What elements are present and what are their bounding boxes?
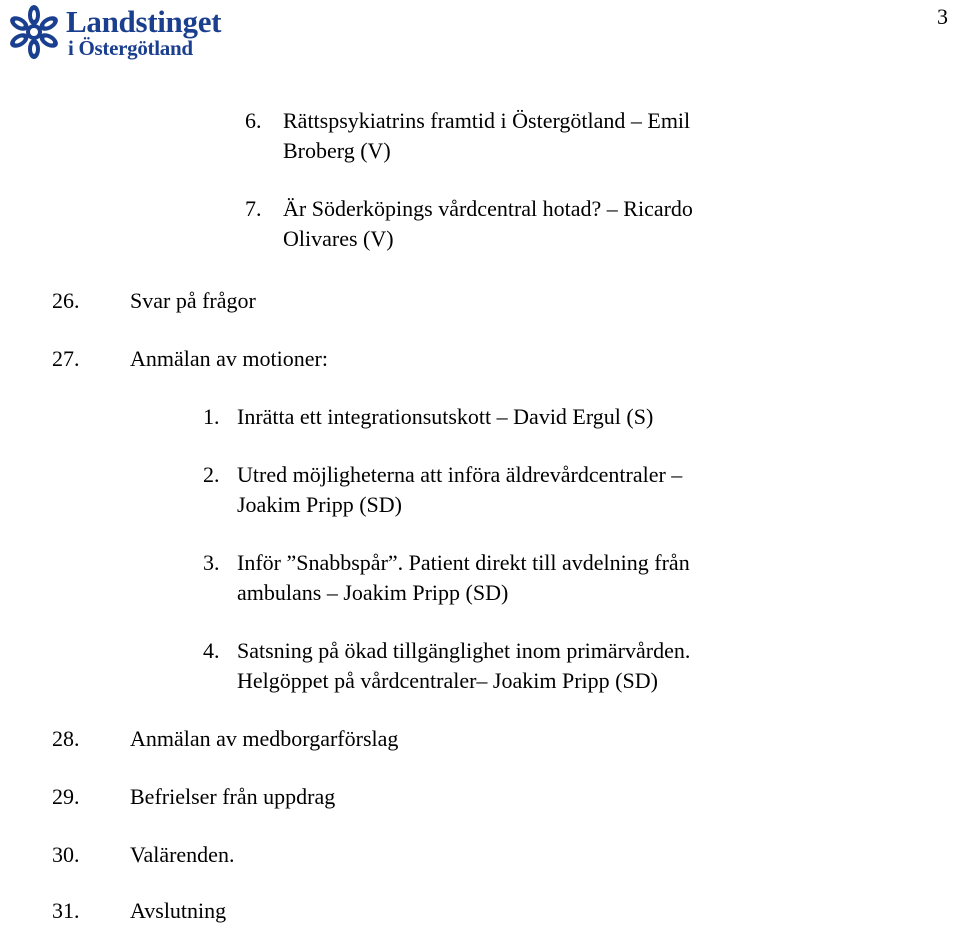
landstinget-logo xyxy=(6,4,246,60)
item-number: 27. xyxy=(52,346,80,371)
item-text: Olivares (V) xyxy=(283,226,394,251)
item-text: Helgöppet på vårdcentraler– Joakim Pripp (SD) xyxy=(237,668,658,693)
item-text: Anmälan av medborgarförslag xyxy=(130,726,399,751)
item-text: Satsning på ökad tillgänglighet inom primärvården. xyxy=(237,638,691,663)
item-text: Inrätta ett integrationsutskott – David Ergul (S) xyxy=(237,404,654,429)
item-text: Utred möjligheterna att införa äldrevårdcentraler – xyxy=(237,462,683,487)
item-text: Broberg (V) xyxy=(283,138,391,163)
item-text: Befrielser från uppdrag xyxy=(130,784,336,809)
item-text: Inför ”Snabbspår”. Patient direkt till avdelning från xyxy=(237,550,690,575)
item-number: 4. xyxy=(203,638,220,663)
item-text: Anmälan av motioner: xyxy=(130,346,328,371)
item-number: 2. xyxy=(203,462,220,487)
item-text: Är Söderköpings vårdcentral hotad? – Ricardo xyxy=(283,196,693,221)
item-number: 6. xyxy=(245,108,262,133)
item-number: 28. xyxy=(52,726,80,751)
item-number: 26. xyxy=(52,288,80,313)
item-number: 3. xyxy=(203,550,220,575)
item-text: Joakim Pripp (SD) xyxy=(237,492,402,517)
item-text: Valärenden. xyxy=(130,842,235,867)
item-text: Svar på frågor xyxy=(130,288,256,313)
item-text: Avslutning xyxy=(130,898,227,923)
logo-subtitle: i Östergötland xyxy=(68,36,193,60)
item-text: ambulans – Joakim Pripp (SD) xyxy=(237,580,509,605)
item-number: 1. xyxy=(203,404,220,429)
page-number: 3 xyxy=(937,4,948,29)
item-number: 7. xyxy=(245,196,262,221)
item-number: 31. xyxy=(52,898,80,923)
logo-title: Landstinget xyxy=(66,4,222,39)
item-number: 30. xyxy=(52,842,80,867)
item-text: Rättspsykiatrins framtid i Östergötland – Emil xyxy=(283,108,691,133)
item-number: 29. xyxy=(52,784,80,809)
snowflake-emblem-icon xyxy=(6,4,62,60)
